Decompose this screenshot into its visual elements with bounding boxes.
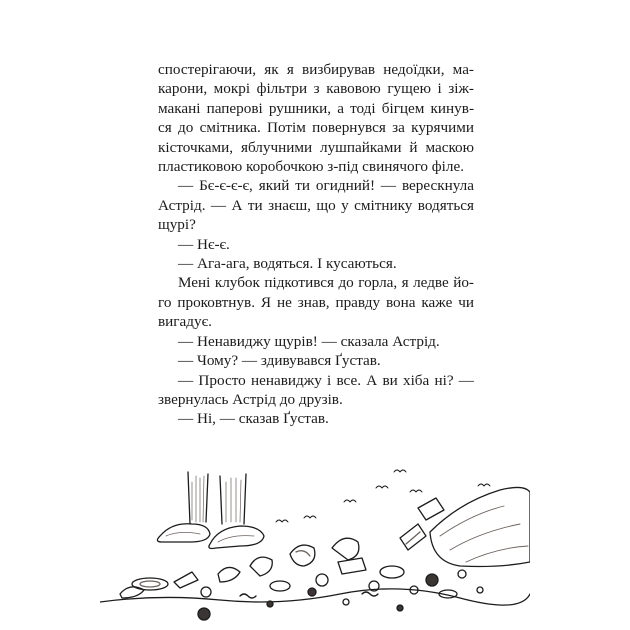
paragraph-9 <box>158 409 474 428</box>
text-line: спостерігаючи, як я визбирував недоїдки, ма- <box>158 61 474 78</box>
paragraph-6 <box>158 332 474 351</box>
rubbish-pile <box>120 524 483 620</box>
text-line: Астрід. — А ти знаєш, що у смітнику водяться <box>158 196 474 214</box>
text-line: карони, мокрі фільтри з кавовою гущею і зіж- <box>158 80 474 98</box>
paragraph-3 <box>158 235 474 254</box>
text-line: ся до смітника. Потім повернувся за курячими <box>158 119 474 137</box>
text-line: кісточками, яблучними лушпайками й маскою <box>158 138 474 156</box>
text-line: макані паперові рушники, а тоді бігцем кинув- <box>158 99 474 117</box>
page-body-text <box>158 60 474 429</box>
paragraph-7 <box>158 351 474 370</box>
text-line: — Ненавиджу щурів! — сказала Астрід. <box>178 332 440 350</box>
text-line: — Бє-є-є-є, який ти огидний! — верескнула <box>178 177 474 195</box>
text-line: вигадує. <box>158 313 212 331</box>
text-line: пластиковою коробочкою з-під свинячого філе. <box>158 158 464 176</box>
paragraph-8 <box>158 371 474 410</box>
right-shoe <box>209 526 264 549</box>
paragraph-1 <box>158 60 474 176</box>
text-line: — Чому? — здивувався Ґустав. <box>178 352 381 370</box>
paragraph-2 <box>158 176 474 234</box>
flies <box>276 470 490 522</box>
paragraph-4 <box>158 254 474 273</box>
text-line: звернулась Астрід до друзів. <box>158 390 343 408</box>
text-line: го проковтнув. Я не знав, правду вона каже чи <box>158 293 474 311</box>
left-leg <box>188 472 208 524</box>
text-line: — Нє-є. <box>178 235 230 253</box>
text-line: щурі? <box>158 216 196 234</box>
right-leg <box>220 474 246 524</box>
garbage-bag <box>430 487 530 566</box>
text-line: — Ні, — сказав Ґустав. <box>178 410 329 428</box>
trash-heap-illustration <box>100 462 530 622</box>
text-line: — Ага-ага, водяться. І кусаються. <box>178 255 397 273</box>
text-line: Мені клубок підкотився до горла, я ледве йо- <box>178 274 474 292</box>
text-line: — Просто ненавиджу і все. А ви хіба ні? — <box>178 371 474 389</box>
left-shoe <box>157 524 210 542</box>
paragraph-5 <box>158 273 474 331</box>
